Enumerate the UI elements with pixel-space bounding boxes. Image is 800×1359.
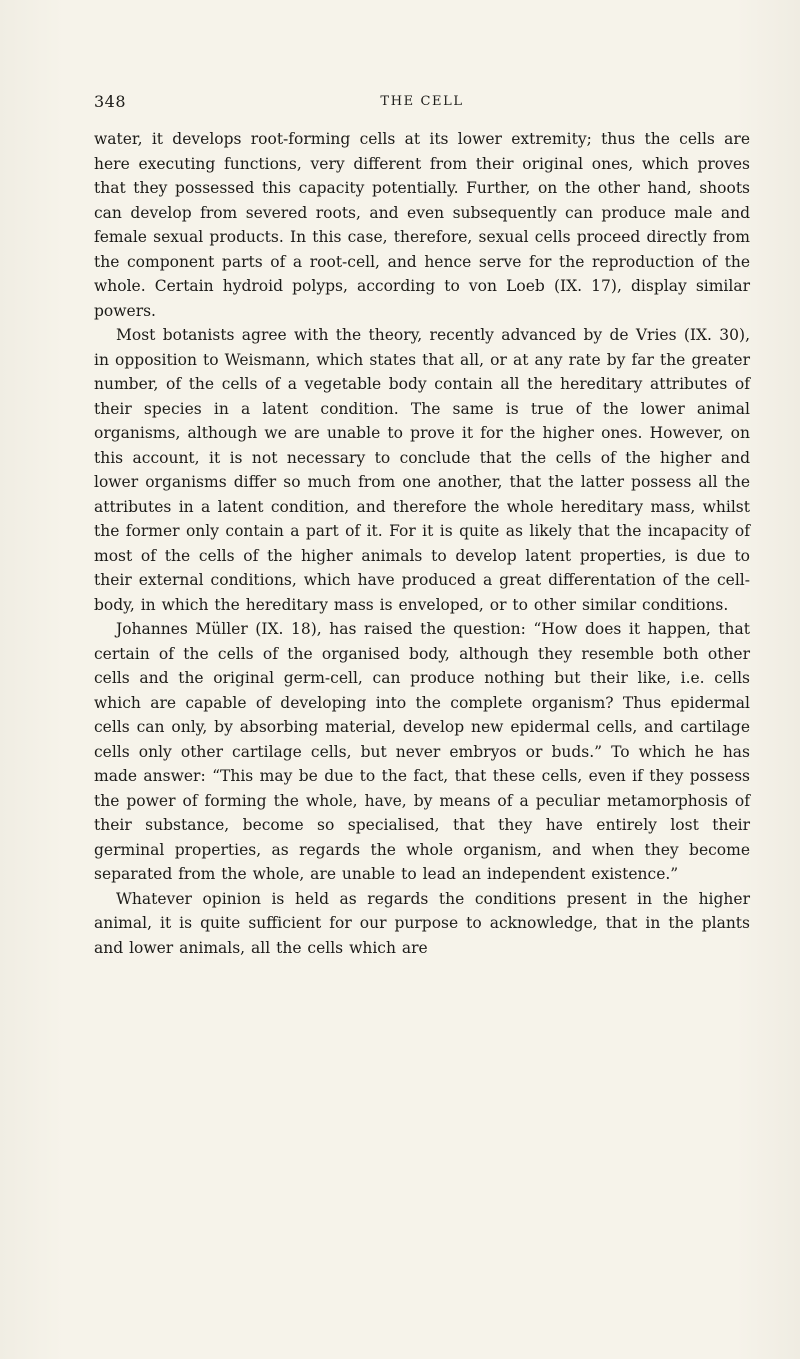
paragraph-continuation: water, it develops root-forming cells at its lower extremity; thus the cells are here executing functions, very different from their original ones, which proves that they possessed this capacity potentially. Further, on the other hand, shoots can develop from severed roots, and even subsequently can produce male and female sexual products. In this case, therefore, sexual cells proceed directly from the component parts of a root-cell, and hence serve for the reproduction of the whole. Certain hydroid polyps, according to von Loeb (IX. 17), display similar powers.	[94, 130, 750, 320]
paragraph-de-vries: Most botanists agree with the theory, recently advanced by de Vries (IX. 30), in opposition to Weismann, which states that all, or at any rate by far the greater number, of the cells of a vegetable body contain all the hereditary attributes of their species in a latent condition. The same is true of the lower animal organisms, although we are unable to prove it for the higher ones. However, on this account, it is not necessary to conclude that the cells of the higher and lower organisms differ so much from one another, that the latter possess all the attributes in a latent condition, and therefore the whole hereditary mass, whilst the former only contain a part of it. For it is quite as likely that the incapacity of most of the cells of the higher animals to develop latent properties, is due to their external conditions, which have produced a great differentation of the cell-body, in which the hereditary mass is enveloped, or to other similar conditions.	[94, 326, 750, 614]
page-number: 348	[94, 92, 127, 111]
paragraph-muller: Johannes Müller (IX. 18), has raised the question: “How does it happen, that certain of the cells of the organised body, although they resemble both other cells and the original germ-cell, can produce nothing but their like, i.e. cells which are capable of developing into the complete organism? Thus epidermal cells can only, by absorbing material, develop new epidermal cells, and cartilage cells only other cartilage cells, but never embryos or buds.” To which he has made answer: “This may be due to the fact, that these cells, even if they possess the power of forming the whole, have, by means of a peculiar metamorphosis of their substance, become so specialised, that they have entirely lost their germinal properties, as regards the whole organism, and when they become separated from the whole, are unable to lead an independent existence.”	[94, 620, 750, 883]
running-head	[94, 92, 750, 114]
paragraph-conclusion: Whatever opinion is held as regards the conditions present in the higher animal, it is quite sufficient for our purpose to acknowledge, that in the plants and lower animals, all the cells which are	[94, 889, 750, 957]
running-title: THE CELL	[380, 94, 464, 109]
body-text	[94, 127, 750, 960]
